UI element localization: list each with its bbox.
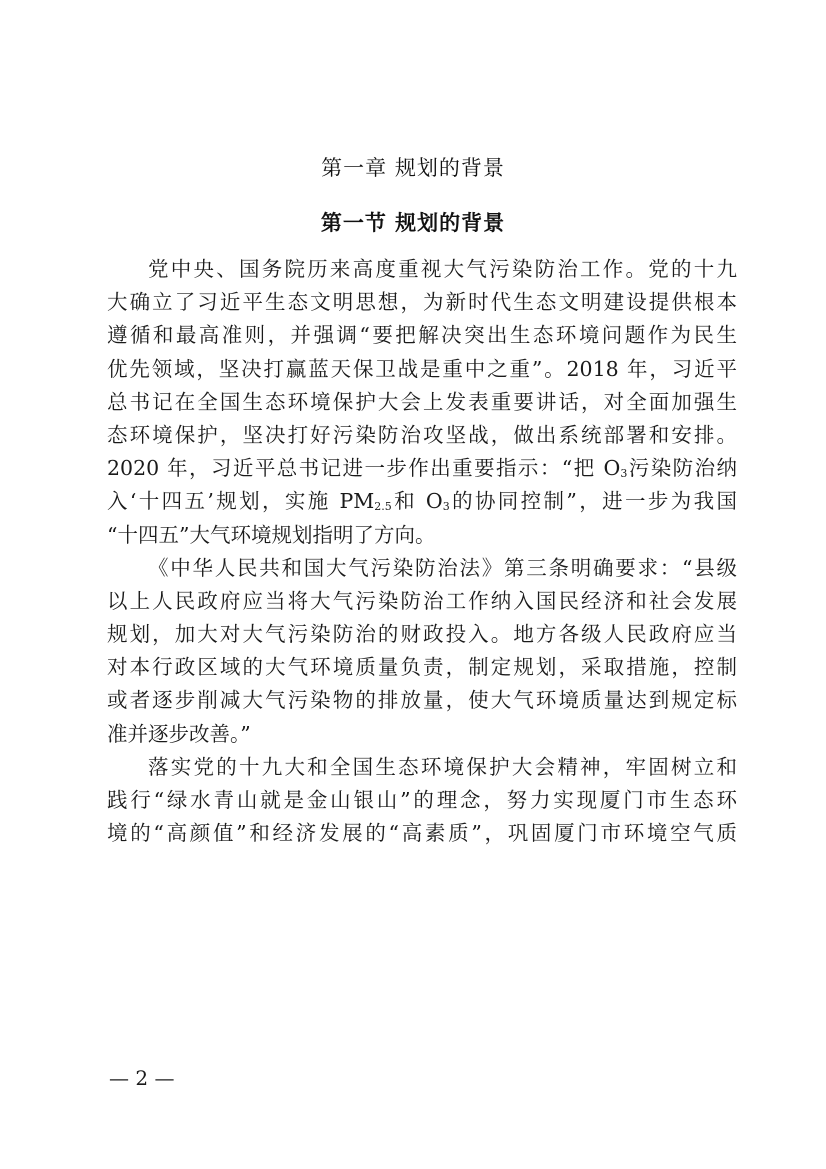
text-fragment: 入‘十四五’规划，实施 PM [107, 489, 375, 514]
text-line: 大确立了习近平生态文明思想，为新时代生态文明建设提供根本 [107, 290, 737, 315]
text-fragment: 2020 年，习近平总书记进一步作出重要指示：“把 O [107, 456, 621, 481]
text-line: “十四五”大气环境规划指明了方向。 [107, 522, 436, 547]
chapter-title: 第一章 规划的背景 [321, 156, 505, 180]
text-line: 《中华人民共和国大气污染防治法》第三条明确要求：“县级 [148, 555, 737, 580]
body-text [107, 253, 737, 850]
section-title: 第一节 规划的背景 [320, 211, 506, 235]
text-line: 践行“绿水青山就是金山银山”的理念，努力实现厦门市生态环 [107, 788, 737, 812]
text-line: 准并逐步改善。” [107, 721, 251, 746]
subscript: 3 [442, 500, 450, 514]
text-fragment: 的协同控制”，进一步为我国 [449, 489, 737, 514]
subscript: 2.5 [374, 500, 392, 514]
text-line [107, 452, 737, 485]
text-line: 对本行政区域的大气环境质量负责，制定规划，采取措施，控制 [107, 655, 737, 680]
text-line: 以上人民政府应当将大气污染防治工作纳入国民经济和社会发展 [107, 588, 737, 613]
page-number: — 2 — [109, 1066, 175, 1090]
text-line: 党中央、国务院历来高度重视大气污染防治工作。党的十九 [148, 257, 737, 281]
paragraph-1 [107, 253, 737, 552]
text-fragment: 和 O [391, 489, 443, 514]
text-line: 遵循和最高准则，并强调“要把解决突出生态环境问题作为民生 [107, 323, 737, 348]
text-line [107, 485, 737, 518]
text-line: 优先领域，坚决打赢蓝天保卫战是重中之重”。2018 年，习近平 [107, 356, 737, 381]
paragraph-2 [107, 552, 737, 751]
text-line: 态环境保护，坚决打好污染防治攻坚战，做出系统部署和安排。 [107, 422, 737, 447]
text-line: 或者逐步削减大气污染物的排放量，使大气环境质量达到规定标 [107, 688, 737, 713]
subscript: 3 [620, 467, 628, 481]
text-line: 境的“高颜值”和经济发展的“高素质”，巩固厦门市环境空气质 [107, 821, 737, 846]
text-fragment: 污染防治纳 [627, 456, 737, 481]
text-line: 规划，加大对大气污染防治的财政投入。地方各级人民政府应当 [107, 622, 737, 647]
paragraph-3 [107, 751, 737, 851]
text-line: 落实党的十九大和全国生态环境保护大会精神，牢固树立和 [148, 754, 737, 779]
text-line: 总书记在全国生态环境保护大会上发表重要讲话，对全面加强生 [107, 389, 737, 414]
